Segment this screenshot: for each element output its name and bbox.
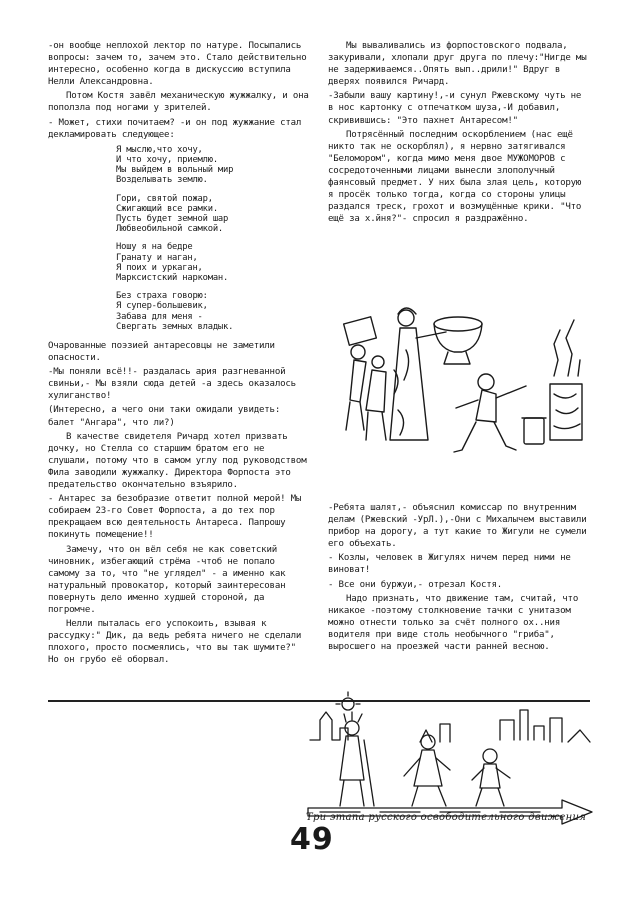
poem-line: Гранату и наган,: [116, 252, 198, 263]
poem-line: Я мыслю,что хочу,: [116, 144, 203, 155]
paragraph: -Мы поняли всё!!- раздалась ария разгневанной свиньи,- Мы взяли сюда детей -а здесь оказалось хулиганство!: [48, 367, 296, 402]
paragraph: В качестве свидетеля Ричард хотел призвать дочку, но Стелла со старшим братом его не слушали, потому что в самом углу под руководством Фила заводили жужжалку. Директора Форпоста это предательство окончательно взъярило.: [48, 431, 307, 491]
poem-line: Я супер-большевик,: [116, 301, 208, 312]
right-column-bottom: [328, 502, 590, 655]
paragraph: Очарованные поэзией антаресовцы не заметили опасности.: [48, 341, 275, 364]
three-stages-illustration: [300, 680, 600, 830]
poem-line: Любвеобильной самкой.: [116, 224, 224, 235]
paragraph: -Ребята шалят,- объяснил комиссар по внутренним делам (Ржевский -УрЛ.),-Они с Михалычем выставили прибор на дорогу, а тут какие то Жигули не сумели его объехать.: [328, 503, 587, 550]
paragraph: -Забыли вашу картину!,-и сунул Ржевскому чуть не в нос картонку с отпечатком шуза,-И добавил, скривившись: "Это пахнет Антаресом!": [328, 91, 582, 126]
poem-line: Пусть будет земной шар: [116, 213, 229, 224]
poem-stanza: [116, 194, 310, 235]
poem-line: Гори, святой пожар,: [116, 193, 213, 204]
poem-stanza: [116, 242, 310, 283]
paragraph: Надо признать, что движение там, считай, что никакое -поэтому столкновение тачки с унитазом можно отнести только за счёт полного ох..ния водителя при виде столь необычного "гриба", выросшего на проезжей части ранней весною.: [328, 593, 579, 653]
poem-line: Свергать земных владык.: [116, 321, 234, 332]
right-column-top: [328, 40, 590, 227]
poem-line: Забава для меня -: [116, 311, 203, 322]
poem-line: Марксистский наркоман.: [116, 272, 229, 283]
paragraph: - Может, стихи почитаем? -и он под жужжание стал декламировать следующее:: [48, 117, 302, 140]
paragraph: - Все они буржуи,- отрезал Костя.: [328, 579, 503, 590]
page-number: 49: [290, 822, 334, 857]
poem: [116, 145, 310, 332]
paragraph: Замечу, что он вёл себя не как советский чиновник, избегающий стрёма -чтоб не попало самому за то, что "не углядел" - а именно как натуральный провокатор, который заинтересован повернуть дело именно худшей стороной, да погромче.: [48, 544, 286, 615]
paragraph: - Козлы, человек в Жигулях ничем перед ними не виноват!: [328, 553, 571, 576]
toilet-scene-illustration: [336, 290, 586, 490]
paragraph: -он вообще неплохой лектор по натуре. Посыпались вопросы: зачем то, зачем это. Стало действительно интересно, особенно когда в дискуссию вступила Нелли Александровна.: [48, 41, 307, 88]
illustration-caption: Три этапа русского освободительного движения: [306, 812, 587, 823]
poem-line: Сжигающий все рамки.: [116, 203, 218, 214]
poem-line: Мы выйдем в вольный мир: [116, 165, 234, 176]
paragraph: Нелли пыталась его успокоить, взывая к рассудку:" Дик, да ведь ребята ничего не сделали плохого, просто посмеялись, что вы так шумите?" Но он грубо её оборвал.: [48, 619, 302, 666]
poem-line: Я поих и уркаган,: [116, 262, 203, 273]
paragraph: Потом Костя завёл механическую жужжалку, и она поползла под ногами у зрителей.: [48, 91, 309, 114]
poem-stanza: [116, 145, 310, 186]
paragraph: - Антарес за безобразие ответит полной мерой! Мы собираем 23-го Совет Форпоста, а до тех пор прекращаем всю деятельность Антареса. Папрошу покинуть помещение!!: [48, 494, 302, 541]
paragraph: Потрясённый последним оскорблением (нас ещё никто так не оскорблял), я нервно затягивался "Беломором", когда мимо меня двое МУЖОМОРОВ с сосредоточенными лицами вынесли злополучный фаянсовый предмет. У них была злая цель, которую я просёк только тогда, когда со стороны улицы раздался треск, грохот и возмущённые крики. "Что ещё за х.йня?"- спросил я раздражённо.: [328, 129, 582, 225]
paragraph: (Интересно, а чего они таки ожидали увидеть: балет "Ангара", что ли?): [48, 405, 281, 428]
poem-line: И что хочу, приемлю.: [116, 154, 218, 165]
poem-line: Ношу я на бедре: [116, 242, 193, 253]
paragraph: Мы вываливались из форпостовского подвала, закуривали, хлопали друг друга по плечу:"Нигде мы не задерживаемся..Опять вып..дрили!" Вдруг в дверях появился Ричард.: [328, 41, 587, 88]
left-column: [48, 40, 310, 668]
poem-line: Без страха говорю:: [116, 291, 208, 302]
poem-stanza: [116, 291, 310, 332]
poem-line: Возделывать землю.: [116, 175, 208, 186]
